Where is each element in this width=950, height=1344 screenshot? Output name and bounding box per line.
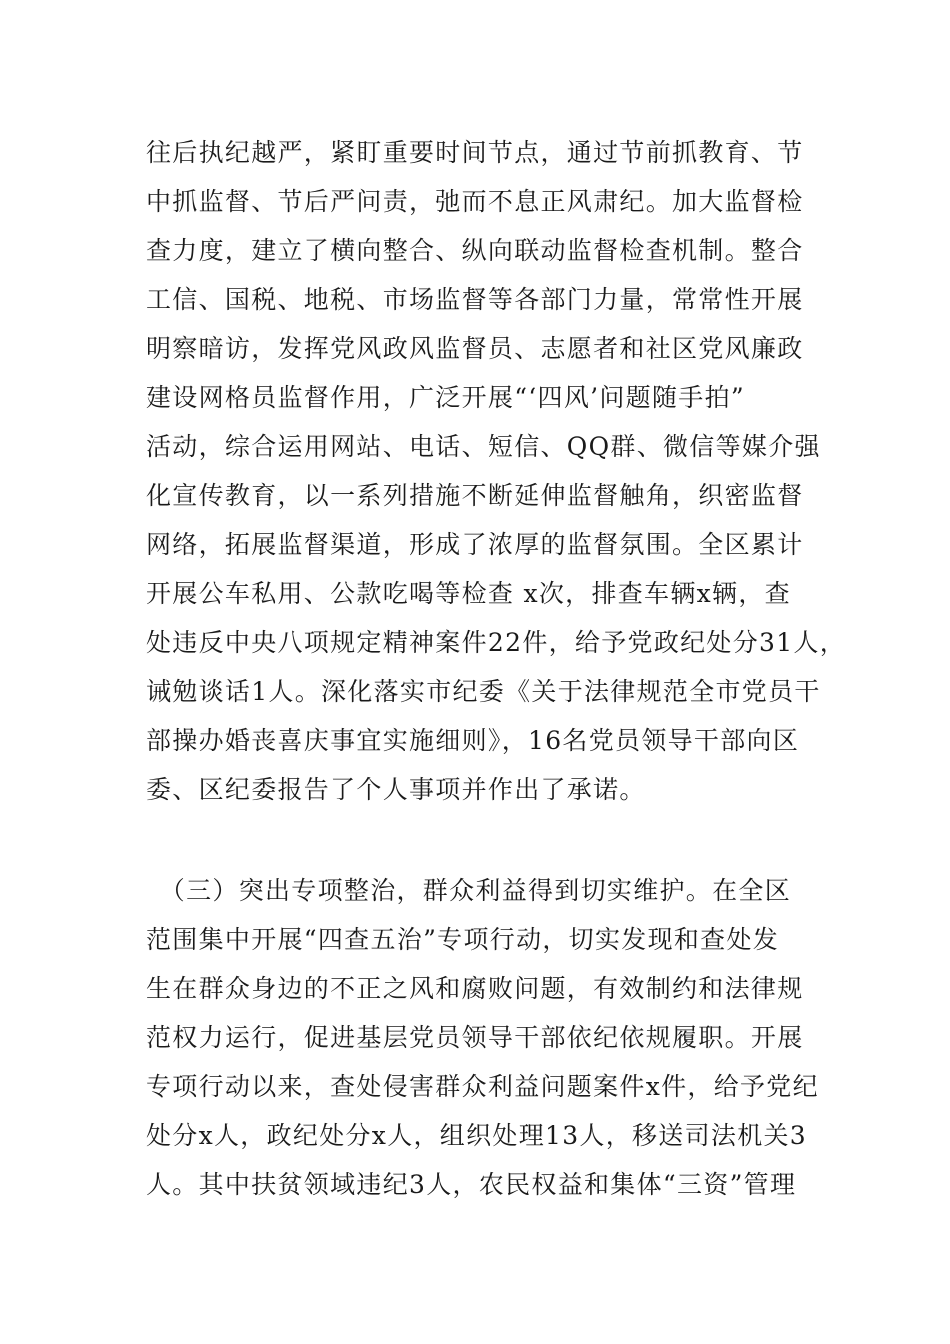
text-line: 中抓监督、节后严问责，弛而不息正风肃纪。加大监督检	[146, 187, 804, 216]
text-line: 化宣传教育，以一系列措施不断延伸监督触角，织密监督	[146, 481, 804, 510]
text-line: 范权力运行，促进基层党员领导干部依纪依规履职。开展	[146, 1023, 804, 1052]
text-line: 诫勉谈话1人。深化落实市纪委《关于法律规范全市党员干	[146, 677, 821, 706]
text-line: 处分x人，政纪处分x人，组织处理13人，移送司法机关3	[146, 1121, 808, 1150]
text-line: 工信、国税、地税、市场监督等各部门力量，常常性开展	[146, 285, 804, 314]
text-line: 处违反中央八项规定精神案件22件，给予党政纪处分31人，	[146, 628, 847, 657]
text-line: 建设网格员监督作用，广泛开展“‘四风’问题随手拍”	[146, 383, 745, 412]
text-line: 专项行动以来，查处侵害群众利益问题案件x件，给予党纪	[146, 1072, 819, 1101]
text-line: 查力度，建立了横向整合、纵向联动监督检查机制。整合	[146, 236, 804, 265]
text-line: 活动，综合运用网站、电话、短信、QQ群、微信等媒介强	[146, 432, 821, 461]
text-line: 委、区纪委报告了个人事项并作出了承诺。	[146, 775, 646, 804]
text-line: 范围集中开展“四查五治”专项行动，切实发现和查处发	[146, 925, 780, 954]
text-line: 生在群众身边的不正之风和腐败问题，有效制约和法律规	[146, 974, 804, 1003]
text-line: 人。其中扶贫领域违纪3人，农民权益和集体“三资”管理	[146, 1170, 797, 1199]
text-line: 往后执纪越严，紧盯重要时间节点，通过节前抓教育、节	[146, 138, 804, 167]
text-line: （三）突出专项整治，群众利益得到切实维护。在全区	[146, 876, 792, 905]
text-line: 网络，拓展监督渠道，形成了浓厚的监督氛围。全区累计	[146, 530, 804, 559]
text-line: 开展公车私用、公款吃喝等检查 x次，排查车辆x辆，查	[146, 579, 791, 608]
text-line: 部操办婚丧喜庆事宜实施细则》，16名党员领导干部向区	[146, 726, 800, 755]
text-line: 明察暗访，发挥党风政风监督员、志愿者和社区党风廉政	[146, 334, 804, 363]
